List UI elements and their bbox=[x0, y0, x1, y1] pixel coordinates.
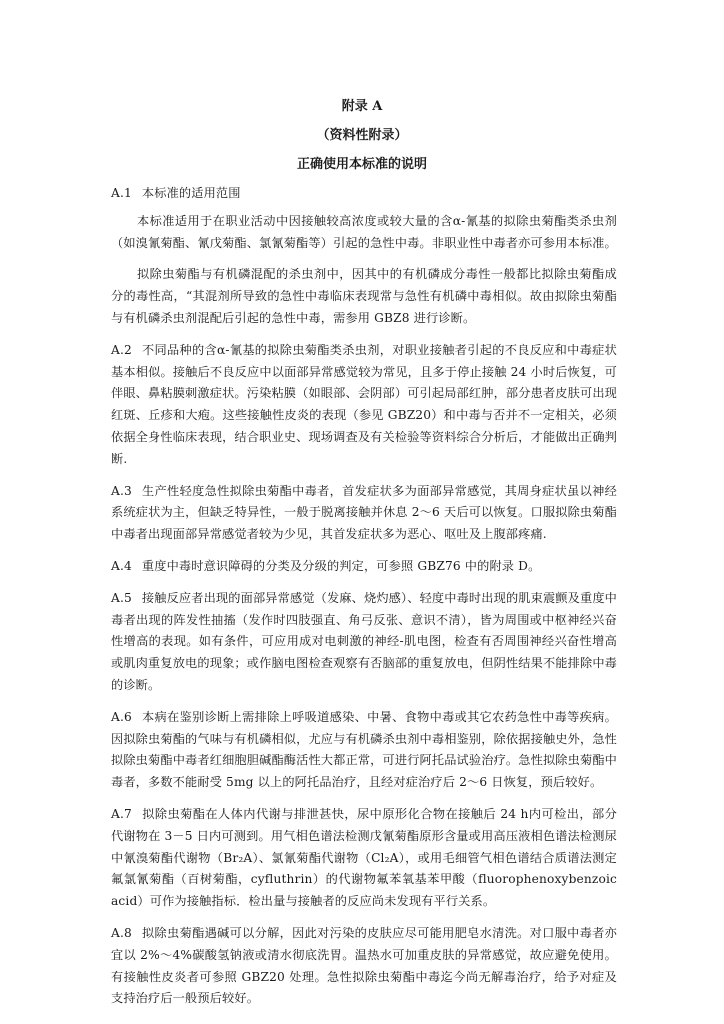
section-a1-heading bbox=[111, 183, 617, 205]
appendix-title: 附录 A bbox=[341, 99, 383, 114]
section-label: A.4 bbox=[111, 558, 132, 573]
section-text: 拟除虫菊酯遇碱可以分解，因此对污染的皮肤应尽可能用肥皂水清洗。对口服中毒者亦宜以 2%～4%碳酸氢钠液或清水彻底洗胃。温热水可加重皮肤的异常感觉，故应避免使用。有接触性皮炎者可参照 GBZ20 处理。急性拟除虫菊酯中毒迄今尚无解毒治疗，给予对症及支持治疗后一般预后较好。 bbox=[111, 925, 617, 1006]
section-label: A.3 bbox=[111, 483, 132, 498]
appendix-type: （资料性附录） bbox=[316, 128, 408, 143]
section-a1-paragraph: 拟除虫菊酯与有机磷混配的杀虫剂中，因其中的有机磷成分毒性一般都比拟除虫菊酯成分的毒性高，“其混剂所导致的急性中毒临床表现常与急性有机磷中毒相似。故由拟除虫菊酯与有机磷杀虫剂混配后引起的急性中毒，需参用 GBZ8 进行诊断。 bbox=[111, 267, 617, 325]
section-heading-text: 本标准的适用范围 bbox=[141, 186, 241, 200]
section-label: A.8 bbox=[111, 925, 132, 940]
section-a6 bbox=[111, 707, 617, 794]
section-a2 bbox=[111, 340, 617, 471]
section-a4 bbox=[111, 556, 617, 578]
section-a7 bbox=[111, 804, 617, 913]
section-a8 bbox=[111, 923, 617, 1010]
section-text: 本病在鉴别诊断上需排除上呼吸道感染、中暑、食物中毒或其它农药急性中毒等疾病。因拟除虫菊酯的气味与有机磷相似，尤应与有机磷杀虫剂中毒相鉴别，除依据接触史外，急性拟除虫菊酯中毒者红细胞胆碱酯酶活性大都正常，可进行阿托品试验治疗。急性拟除虫菊酯中毒者，多数不能耐受 5mg 以上的阿托品治疗，且经对症治疗后 2～6 日恢复，预后较好。 bbox=[111, 709, 617, 790]
section-text: 重度中毒时意识障碍的分类及分级的判定，可参照 GBZ76 中的附录 D。 bbox=[141, 558, 541, 573]
section-text: 拟除虫菊酯在人体内代谢与排泄甚快，尿中原形化合物在接触后 24 h内可检出，部分代谢物在 3－5 日内可测到。用气相色谱法检测戊氰菊酯原形含量或用高压液相色谱法检测尿中氰溴菊酯代谢物（Br₂A）、氯氰菊酯代谢物（Cl₂A），或用毛细管气相色谱结合质谱法测定氟氯氰菊酯（百树菊酯，cyfluthrin）的代谢物氟苯氧基苯甲酸（fluorophenoxybenzoic acid）可作为接触指标．检出量与接触者的反应尚未发现有平行关系。 bbox=[111, 806, 617, 909]
section-text: 生产性轻度急性拟除虫菊酯中毒者，首发症状多为面部异常感觉，其周身症状虽以神经系统症状为主，但缺乏特异性，一般于脱离接触并休息 2～6 天后可以恢复。口服拟除虫菊酯中毒者出现面部异常感觉者较为少见，其首发症状多为恶心、呕吐及上腹部疼痛. bbox=[111, 483, 617, 542]
section-text: 不同品种的含α-氰基的拟除虫菊酯类杀虫剂，对职业接触者引起的不良反应和中毒症状基本相似。接触后不良反应中以面部异常感觉较为常见，且多于停止接触 24 小时后恢复，可伴眼、鼻粘膜刺激症状。污染粘膜（如眼部、会阴部）可引起局部红肿，部分患者皮肤可出现红斑、丘疹和大疱。这些接触性皮炎的表现（参见 GBZ20）和中毒与否并不一定相关，必须依据全身性临床表现，结合职业史、现场调查及有关检验等资料综合分析后，才能做出正确判断. bbox=[111, 342, 617, 466]
section-text: 接触反应者出现的面部异常感觉（发麻、烧灼感）、轻度中毒时出现的肌束震颤及重度中毒者出现的阵发性抽搐（发作时四肢强直、角弓反张、意识不清），皆为周围或中枢神经兴奋性增高的表现。如有条件，可应用成对电刺激的神经-肌电图，检查有否周围神经兴奋性增高或肌肉重复放电的现象；或作脑电图检查观察有否脑部的重复放电，但阴性结果不能排除中毒的诊断。 bbox=[111, 590, 617, 692]
section-a1-paragraph: 本标准适用于在职业活动中因接触较高浓度或较大量的含α-氰基的拟除虫菊酯类杀虫剂（如溴氰菊酯、氰戊菊酯、氯氰菊酯等）引起的急性中毒。非职业性中毒者亦可参用本标准。 bbox=[111, 213, 617, 250]
section-label: A.2 bbox=[111, 342, 132, 357]
section-label: A.1 bbox=[111, 186, 132, 200]
section-label: A.7 bbox=[111, 806, 132, 821]
section-label: A.5 bbox=[111, 590, 132, 605]
document-title: 正确使用本标准的说明 bbox=[296, 157, 427, 172]
section-a3 bbox=[111, 481, 617, 546]
section-a5 bbox=[111, 588, 617, 697]
document-body bbox=[111, 183, 617, 1010]
section-label: A.6 bbox=[111, 709, 132, 724]
